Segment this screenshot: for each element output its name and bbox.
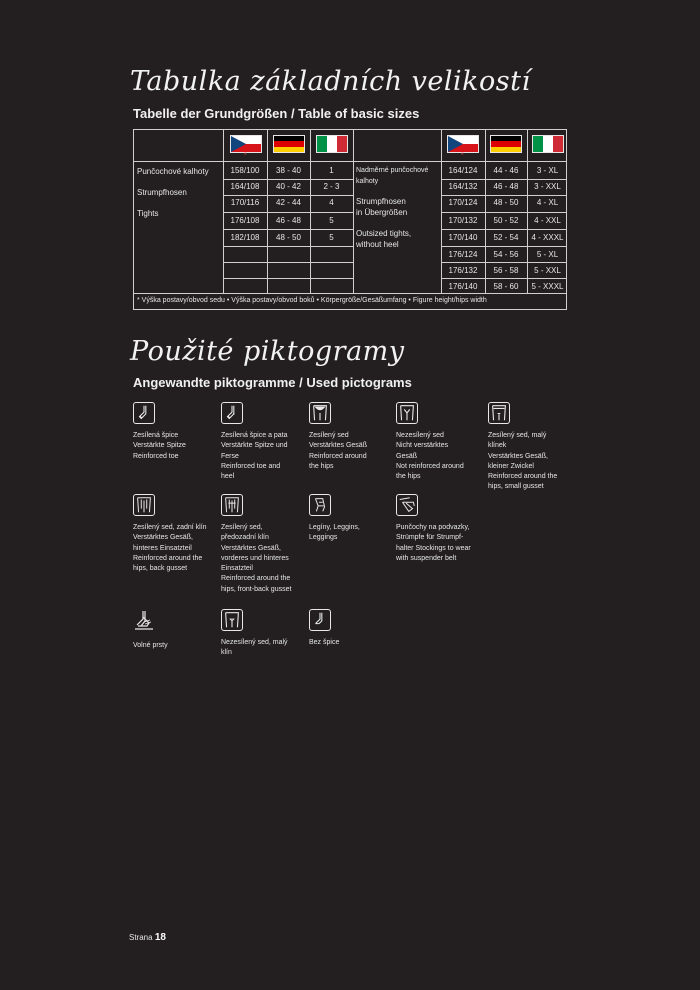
pictogram-text: Zesílený sed, zadní klín Verstärktes Gesäß, hinteres Einsatzteil Reinforced around the hips, back gusset [133,524,207,573]
right-de-cell: 48 - 50 [493,198,519,207]
czech-flag-icon [230,135,262,153]
pictogram-item [309,494,394,544]
left-de-cell: 42 - 44 [276,198,301,207]
pictogram-item [309,402,394,472]
pictogram-item [309,609,394,648]
left-height-cell: 158/100 [230,166,260,175]
outsized-label-cz-2: kalhoty [356,178,379,185]
flag-footnote-mark: * [461,152,464,159]
pictogram-text: Punčochy na podvazky, Strümpfe für Strumpf- halter Stockings to wear with suspender belt [396,524,471,562]
right-height-cell: 164/132 [448,182,478,191]
right-de-cell: 58 - 60 [493,282,519,291]
tights-label-de: Strumpfhosen [137,188,187,197]
not-reinforced-hips-icon [396,402,418,424]
page-footer [129,932,166,943]
right-de-cell: 50 - 52 [493,216,519,225]
tights-label-en: Tights [137,209,159,218]
left-height-cell: 182/108 [230,233,260,242]
left-it-cell: 5 [329,216,334,225]
outsized-label-cz: Nadměrné punčochové [356,167,429,174]
pictogram-item [133,402,218,462]
reinforced-hips-small-gusset-icon [488,402,510,424]
table-footnote: * Výška postavy/obvod sedu • Výška postavy/obvod boků • Körpergröße/Gesäßumfang • Figure height/hips width [137,297,487,304]
left-de-cell: 48 - 50 [276,233,301,242]
right-it-cell: 4 - XXXL [531,233,564,242]
outsized-label-en: Outsized tights, [356,229,412,238]
pictogram-text: Legíny, Leggins, Leggings [309,524,360,542]
sizes-subtitle: Tabelle der Grundgrößen / Table of basic sizes [133,106,420,121]
right-it-cell: 5 - XXL [534,266,561,275]
italian-flag-icon [316,135,348,153]
not-reinforced-small-gusset-icon [221,609,243,631]
right-height-cell: 164/124 [448,166,478,175]
pictogram-text: Volné prsty [133,642,168,649]
pictogram-item [396,494,481,564]
pictogram-item [221,609,306,659]
left-height-cell: 164/108 [230,182,260,191]
right-de-cell: 46 - 48 [493,182,519,191]
page-number: 18 [154,932,166,943]
german-flag-icon [273,135,305,153]
reinforced-toe-icon [133,402,155,424]
right-de-cell: 56 - 58 [493,266,519,275]
pictogram-text: Bez špice [309,639,340,646]
right-it-cell: 3 - XXL [534,182,561,191]
right-height-cell: 176/140 [448,282,478,291]
page-label: Strana [129,933,153,942]
right-height-cell: 170/132 [448,216,478,225]
pictogram-item [221,402,306,482]
right-height-cell: 176/132 [448,266,478,275]
right-height-cell: 176/124 [448,250,478,259]
right-de-cell: 52 - 54 [493,233,519,242]
suspender-stockings-icon [396,494,418,516]
pictogram-item [133,494,218,574]
left-it-cell: 5 [329,233,334,242]
right-it-cell: 4 - XXL [534,216,561,225]
left-it-cell: 4 [329,198,334,207]
flag-footnote-mark: * [244,152,247,159]
german-flag-icon [490,135,522,153]
pictogram-item [488,402,573,493]
pictogram-text: Nezesílený sed Nicht verstärktes Gesäß Not reinforced around the hips [396,432,464,481]
leggings-icon [309,494,331,516]
outsized-label-de: Strumpfhosen [356,197,406,206]
left-de-cell: 38 - 40 [276,166,301,175]
left-de-cell: 40 - 42 [276,182,301,191]
pictogram-text: Zesílený sed, předozadní klín Verstärktes Gesäß, vorderes und hinteres Einsatzteil Reinforced around the hips, front-back gusset [221,524,292,593]
outsized-label-de-2: in Übergrößen [356,208,408,217]
right-it-cell: 3 - XL [536,166,559,175]
right-height-cell: 170/140 [448,233,478,242]
right-height-cell: 170/124 [448,198,478,207]
left-it-cell: 1 [329,166,334,175]
outsized-label-en-2: without heel [356,240,399,249]
tights-label-cz: Punčochové kalhoty [137,167,209,176]
left-it-cell: 2 - 3 [323,182,340,191]
pictograms-subtitle: Angewandte piktogramme / Used pictograms [133,375,412,390]
left-height-cell: 170/116 [230,198,260,207]
pictogram-item [221,494,306,595]
right-de-cell: 54 - 56 [493,250,519,259]
pictogram-item [396,402,481,482]
pictogram-text: Zesílená špice a pata Verstärkte Spitze und Ferse Reinforced toe and heel [221,432,288,481]
loose-fingers-icon [133,609,155,631]
left-de-cell: 46 - 48 [276,216,301,225]
reinforced-toe-heel-icon [221,402,243,424]
front-back-gusset-icon [221,494,243,516]
size-table [133,129,567,310]
left-height-cell: 176/108 [230,216,260,225]
right-it-cell: 4 - XL [536,198,559,207]
pictogram-text: Zesílená špice Verstärkte Spitze Reinforced toe [133,432,186,460]
pictograms-script-title: Použité piktogramy [130,336,405,367]
pictogram-text: Zesílený sed, malý klínek Verstärktes Gesäß, kleiner Zwickel Reinforced around the hips, small gusset [488,432,558,491]
pictogram-item [133,609,218,651]
right-it-cell: 5 - XXXL [531,282,564,291]
reinforced-hips-icon [309,402,331,424]
pictogram-text: Nezesílený sed, malý klín [221,639,288,657]
italian-flag-icon [532,135,564,153]
right-it-cell: 5 - XL [536,250,559,259]
sizes-script-title: Tabulka základních velikostí [130,66,531,97]
czech-flag-icon [447,135,479,153]
right-de-cell: 44 - 46 [493,166,519,175]
toeless-icon [309,609,331,631]
back-gusset-icon [133,494,155,516]
pictogram-text: Zesílený sed Verstärktes Gesäß Reinforced around the hips [309,432,367,470]
